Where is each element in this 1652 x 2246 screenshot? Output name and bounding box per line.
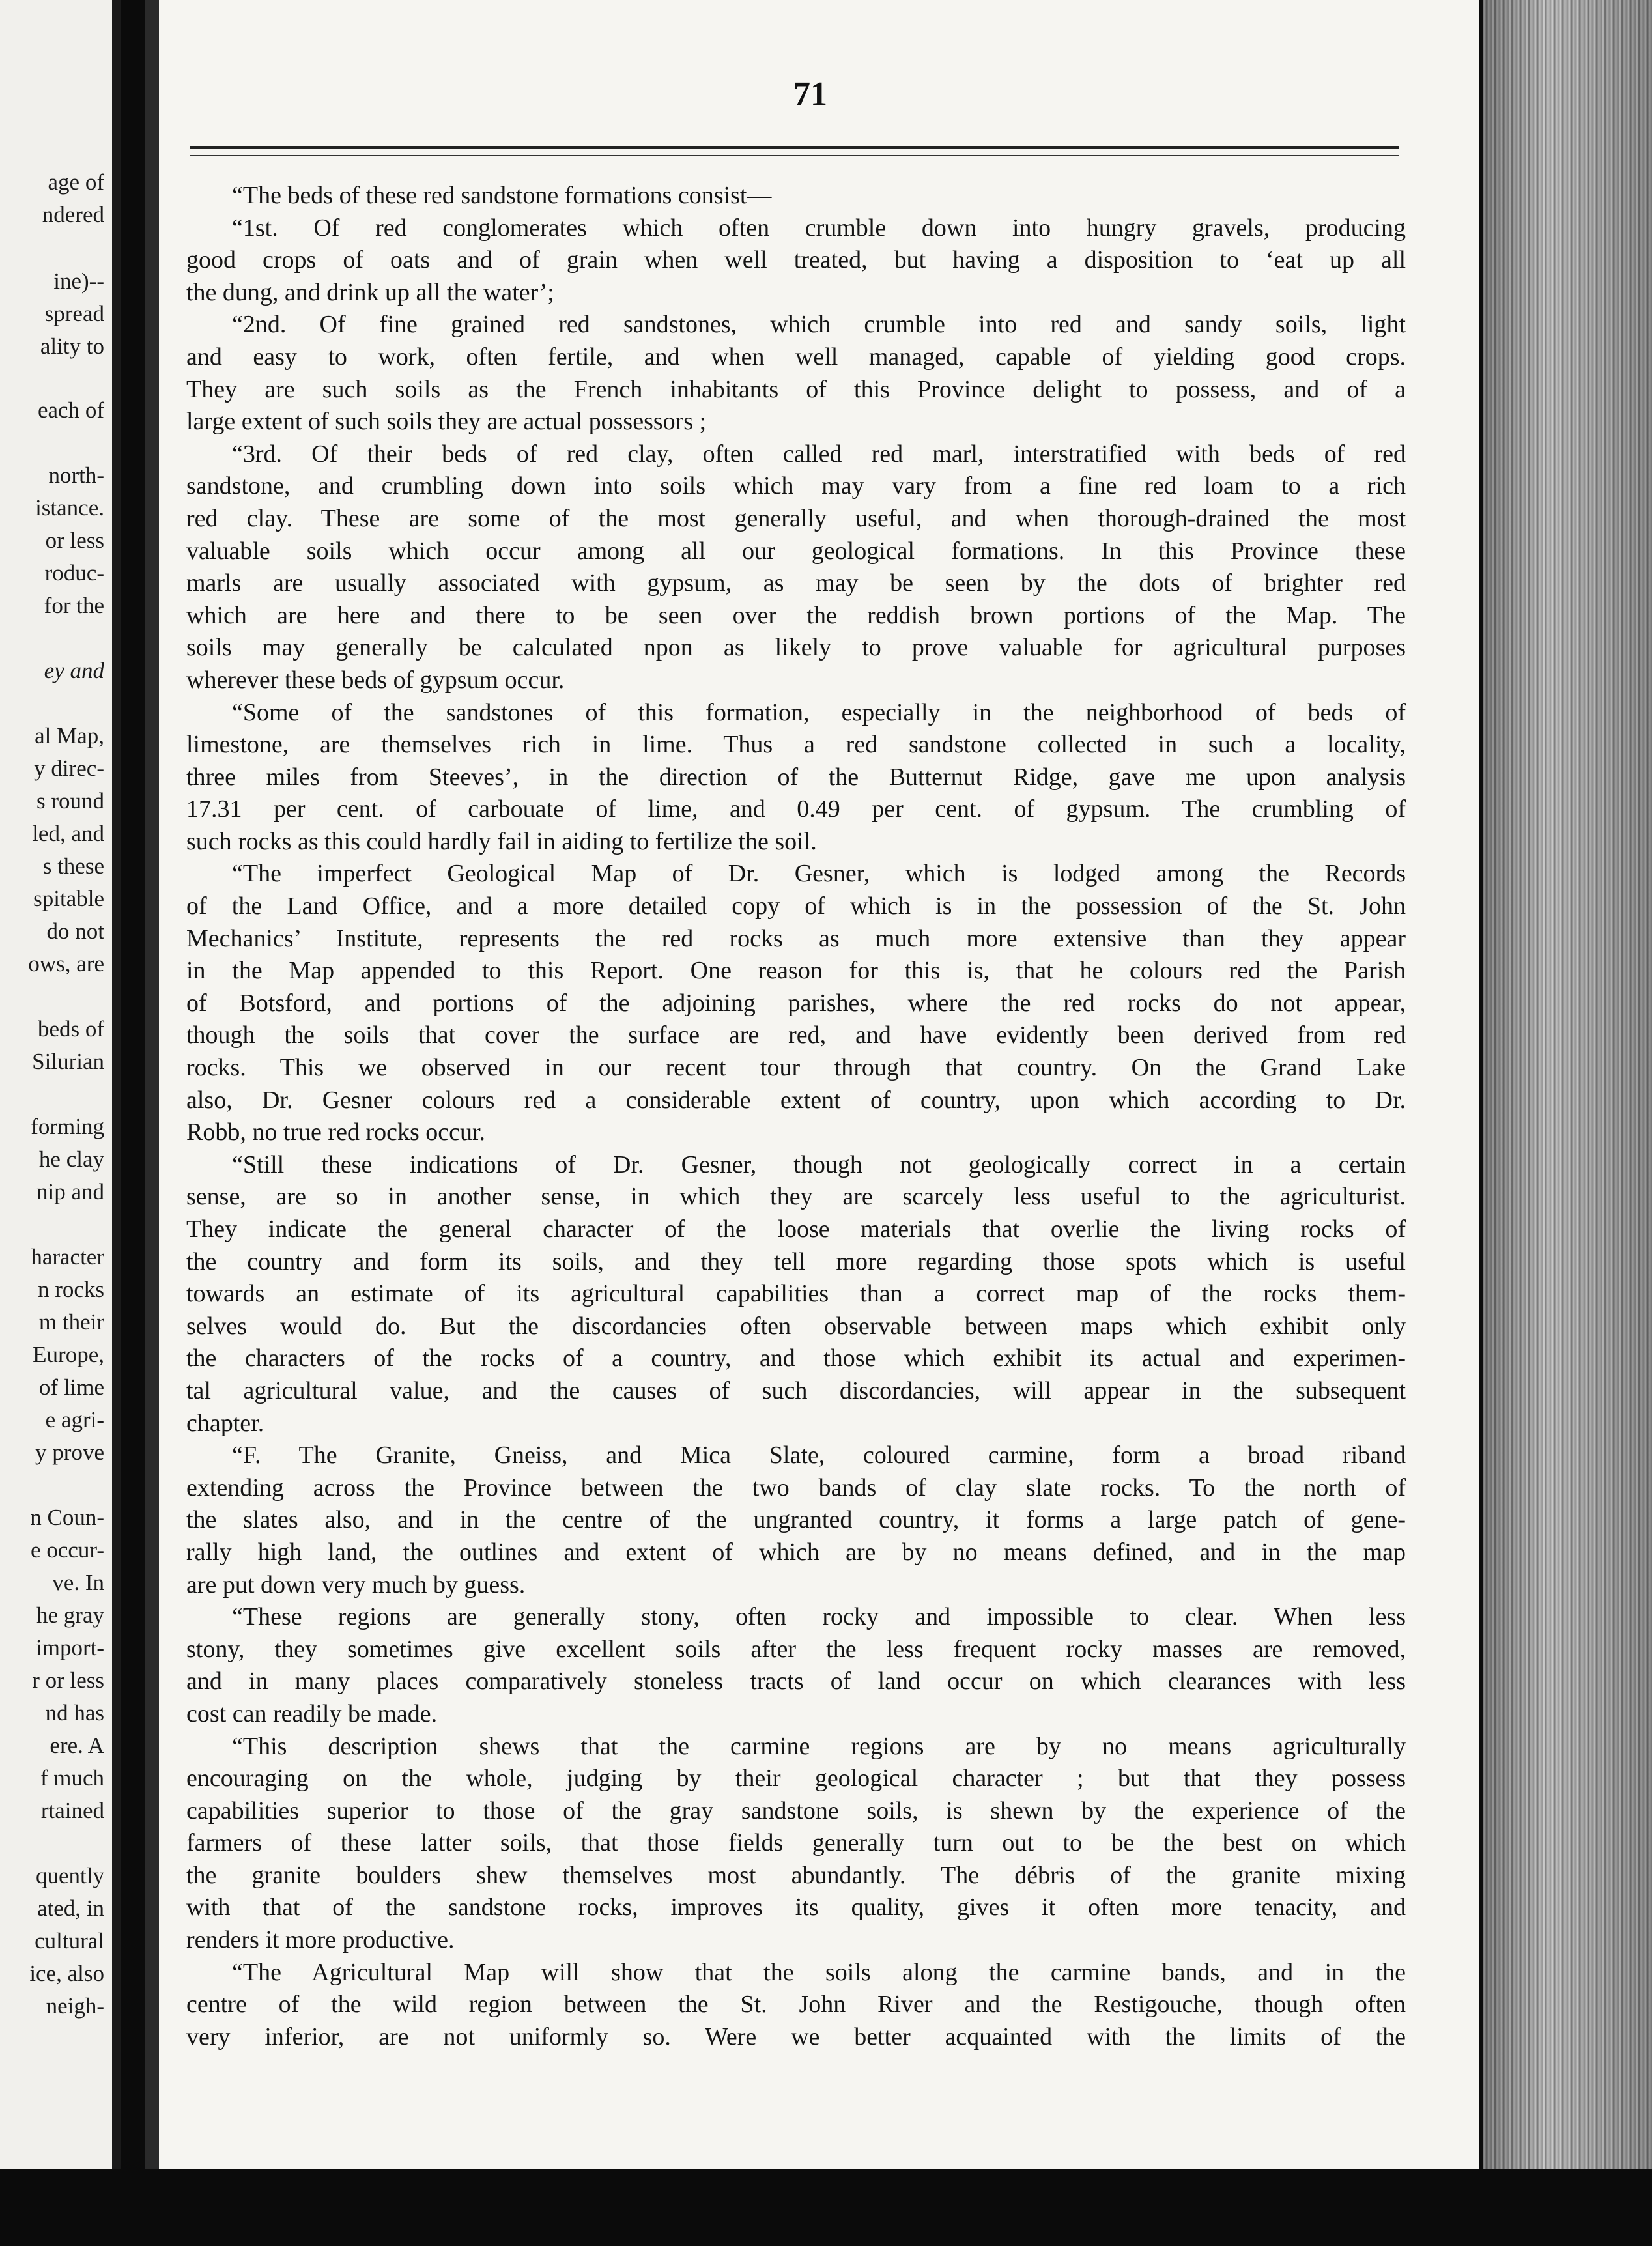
left-page-line: do not [46, 918, 104, 944]
text-line: in the Map appended to this Report. One reason for this is, that he colours red the Parish [186, 957, 1406, 985]
text-line: the country and form its soils, and they tell more regarding those spots which is useful [186, 1247, 1406, 1275]
left-page-line: y direc- [34, 756, 104, 781]
text-line: soils may generally be calculated npon as likely to prove valuable for agricultural purposes [186, 634, 1406, 662]
left-page-line: north- [48, 462, 104, 488]
text-line: sandstone, and crumbling down into soils which may vary from a fine red loam to a rich [186, 472, 1406, 500]
left-page-line: forming [31, 1114, 104, 1139]
left-page-line: s these [42, 853, 104, 879]
text-line: the granite boulders shew themselves most abundantly. The débris of the granite mixing [186, 1861, 1406, 1889]
left-page-line: he gray [36, 1602, 104, 1628]
text-line: of Botsford, and portions of the adjoining parishes, where the red rocks do not appear, [186, 989, 1406, 1017]
text-line: the slates also, and in the centre of the ungranted country, it forms a large patch of gene- [186, 1506, 1406, 1534]
book-page-edges-shade [1479, 0, 1652, 2246]
text-line: They indicate the general character of the loose materials that overlie the living rocks of [186, 1215, 1406, 1243]
text-line: Robb, no true red rocks occur. [186, 1118, 486, 1146]
text-line: tal agricultural value, and the causes of such discordancies, will appear in the subsequent [186, 1376, 1406, 1404]
scan-background [0, 2169, 1652, 2246]
left-page-line: f much [40, 1765, 104, 1791]
text-line: are put down very much by guess. [186, 1571, 526, 1599]
text-line: which are here and there to be seen over the reddish brown portions of the Map. The [186, 601, 1406, 629]
left-page-line: r or less [32, 1668, 104, 1693]
text-line: “The beds of these red sandstone formations consist— [232, 182, 772, 209]
text-line: rally high land, the outlines and extent of which are by no means defined, and in the map [186, 1538, 1406, 1566]
text-line: the dung, and drink up all the water’; [186, 278, 554, 306]
left-page-line: cultural [35, 1928, 104, 1954]
left-page-line: n Coun- [30, 1505, 104, 1530]
left-page-line: ice, also [29, 1961, 104, 1986]
text-line: towards an estimate of its agricultural capabilities than a correct map of the rocks them- [186, 1280, 1406, 1308]
left-page-line: quently [36, 1863, 104, 1888]
page-number: 71 [793, 76, 827, 113]
text-line: chapter. [186, 1409, 264, 1437]
text-line: with that of the sandstone rocks, improves its quality, gives it often more tenacity, and [186, 1894, 1406, 1922]
left-page-line: neigh- [46, 1993, 104, 2019]
text-line: “2nd. Of fine grained red sandstones, which crumble into red and sandy soils, light [232, 311, 1406, 339]
text-line: They are such soils as the French inhabitants of this Province delight to possess, and of a [186, 375, 1406, 403]
text-line: stony, they sometimes give excellent soils after the less frequent rocky masses are removed, [186, 1635, 1406, 1663]
left-page-line: ated, in [36, 1896, 104, 1921]
text-line: cost can readily be made. [186, 1699, 438, 1727]
left-page-line: roduc- [44, 560, 104, 586]
text-line: farmers of these latter soils, that those fields generally turn out to be the best on which [186, 1829, 1406, 1857]
text-line: encouraging on the whole, judging by their geological character ; but that they possess [186, 1765, 1406, 1793]
left-page-line: nd has [45, 1700, 104, 1726]
text-line: of the Land Office, and a more detailed copy of which is in the possession of the St. John [186, 892, 1406, 920]
text-line: “1st. Of red conglomerates which often crumble down into hungry gravels, producing [232, 214, 1406, 242]
text-line: 17.31 per cent. of carbouate of lime, and 0.49 per cent. of gypsum. The crumbling of [186, 795, 1406, 823]
left-page-line: al Map, [35, 723, 104, 748]
left-page-line: n rocks [37, 1277, 104, 1302]
left-page-line: ows, are [28, 951, 104, 976]
left-page-line: haracter [31, 1244, 104, 1270]
text-line: very inferior, are not uniformly so. Were we better acquainted with the limits of the [186, 2023, 1406, 2051]
text-line: “Still these indications of Dr. Gesner, though not geologically correct in a certain [232, 1150, 1406, 1178]
left-page-line: rtained [40, 1798, 104, 1823]
text-line: capabilities superior to those of the gray sandstone soils, is shewn by the experience of the [186, 1797, 1406, 1825]
text-line: “The Agricultural Map will show that the soils along the carmine bands, and in the [232, 1958, 1406, 1986]
left-page-line: beds of [37, 1016, 104, 1042]
left-page-line: istance. [35, 495, 104, 520]
left-page-line: ey and [44, 658, 104, 683]
text-line: and easy to work, often fertile, and when well managed, capable of yielding good crops. [186, 343, 1406, 371]
text-line: centre of the wild region between the St. John River and the Restigouche, though often [186, 1991, 1406, 2019]
text-line: “This description shews that the carmine regions are by no means agriculturally [232, 1732, 1406, 1760]
left-page-line: ality to [40, 334, 104, 359]
main-page [145, 0, 1493, 2246]
text-line: red clay. These are some of the most generally useful, and when thorough-drained the most [186, 504, 1406, 532]
text-line: valuable soils which occur among all our geological formations. In this Province these [186, 537, 1406, 565]
left-page-line: m their [38, 1309, 104, 1335]
text-line: wherever these beds of gypsum occur. [186, 666, 565, 694]
text-line: “The imperfect Geological Map of Dr. Gesner, which is lodged among the Records [232, 860, 1406, 888]
text-line: good crops of oats and of grain when well treated, but having a disposition to ‘eat up all [186, 246, 1406, 274]
text-line: rocks. This we observed in our recent tour through that country. On the Grand Lake [186, 1054, 1406, 1082]
left-page-line: of lime [38, 1374, 104, 1400]
left-page-line: Silurian [32, 1049, 104, 1074]
text-line: and in many places comparatively stoneless tracts of land occur on which clearances with less [186, 1668, 1406, 1696]
text-line: “3rd. Of their beds of red clay, often called red marl, interstratified with beds of red [232, 440, 1406, 468]
left-page-line: he clay [38, 1146, 104, 1172]
left-page-line: spread [44, 301, 104, 326]
text-line: marls are usually associated with gypsum, as may be seen by the dots of brighter red [186, 569, 1406, 597]
left-page-line: for the [44, 593, 104, 618]
left-page-line: e occur- [31, 1537, 104, 1563]
left-page-line: ine)-- [53, 268, 104, 294]
left-page-line: each of [37, 397, 104, 423]
left-page-line: ve. In [52, 1570, 104, 1595]
text-line: the characters of the rocks of a country, and those which exhibit its actual and experimen- [186, 1344, 1406, 1372]
left-page-line: s round [36, 788, 104, 814]
left-page-line: or less [45, 528, 104, 553]
text-line: “F. The Granite, Gneiss, and Mica Slate, coloured carmine, form a broad riband [232, 1442, 1406, 1470]
text-line: extending across the Province between the two bands of clay slate rocks. To the north of [186, 1473, 1406, 1501]
left-page-line: led, and [32, 821, 104, 846]
left-page-line: age of [48, 169, 104, 195]
text-line: renders it more productive. [186, 1926, 455, 1954]
text-line: selves would do. But the discordancies often observable between maps which exhibit only [186, 1312, 1406, 1340]
left-page-line: ndered [42, 202, 104, 227]
text-line: Mechanics’ Institute, represents the red rocks as much more extensive than they appear [186, 924, 1406, 952]
text-line: also, Dr. Gesner colours red a considerable extent of country, upon which according to Dr. [186, 1086, 1406, 1114]
left-page-line: import- [36, 1635, 104, 1660]
text-line: sense, are so in another sense, in which they are scarcely less useful to the agriculturist. [186, 1183, 1406, 1211]
left-page-fragment [0, 0, 121, 2246]
text-line: “Some of the sandstones of this formation, especially in the neighborhood of beds of [232, 698, 1406, 726]
text-line: large extent of such soils they are actual possessors ; [186, 408, 707, 436]
text-line: limestone, are themselves rich in lime. Thus a red sandstone collected in such a locality, [186, 731, 1406, 759]
left-page-line: e agri- [45, 1407, 104, 1432]
left-page-line: nip and [36, 1179, 104, 1204]
text-line: three miles from Steeves’, in the direction of the Butternut Ridge, gave me upon analysis [186, 763, 1406, 791]
text-column [186, 180, 1406, 2053]
text-line: though the soils that cover the surface are red, and have evidently been derived from red [186, 1021, 1406, 1049]
text-line: “These regions are generally stony, often rocky and impossible to clear. When less [232, 1603, 1406, 1631]
text-line: such rocks as this could hardly fail in aiding to fertilize the soil. [186, 827, 817, 855]
left-page-line: Europe, [33, 1342, 104, 1367]
left-page-line: y prove [35, 1440, 104, 1465]
left-page-line: spitable [33, 886, 104, 911]
header-rule [190, 146, 1399, 156]
left-page-line: ere. A [50, 1733, 104, 1758]
